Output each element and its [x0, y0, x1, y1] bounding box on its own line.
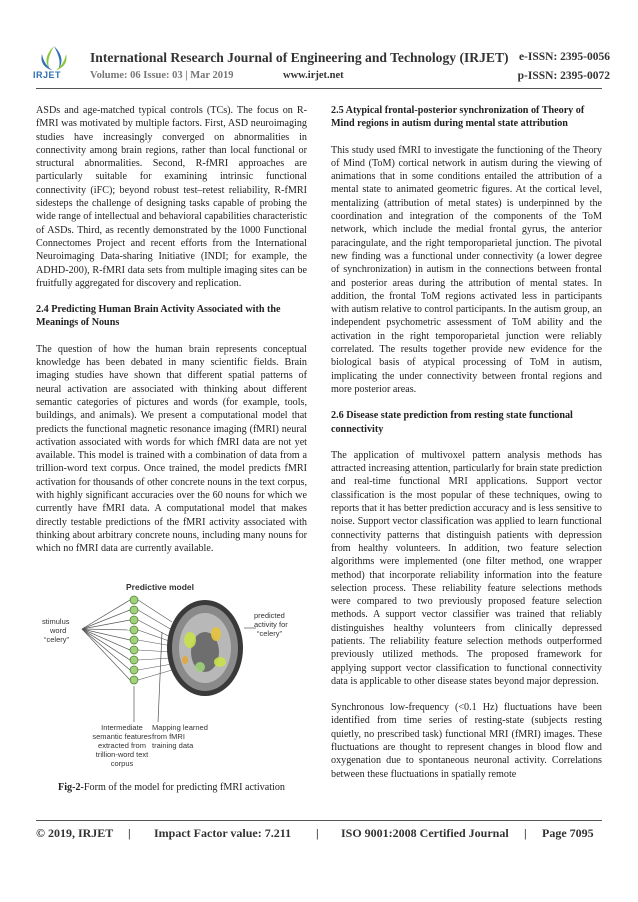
- mapping-label-1: Mapping learned: [152, 723, 208, 732]
- figure-caption: [36, 782, 307, 793]
- paragraph-low-frequency: Synchronous low-frequency (<0.1 Hz) fluctuations have been identified from time series of resting-state (subjects resting quietly, no prescribed task) functional MRI (fMRI) images. These fluctuations are thought to represent changes in blood flow and oxygenation due to spontaneous neuronal activity. Correlations between these fluctuations in spatially remote: [331, 702, 602, 780]
- intermediate-label-4: trillion-word text: [95, 750, 149, 759]
- footer-separator: |: [316, 826, 319, 840]
- stimulus-label-1: stimulus: [42, 617, 70, 626]
- journal-title: International Research Journal of Engineering and Technology (IRJET): [90, 50, 509, 65]
- page-header: [0, 0, 638, 92]
- semantic-feature-nodes: [130, 596, 138, 684]
- brain-scan-image: [167, 600, 243, 696]
- section-heading-2-6: 2.6 Disease state prediction from resting state functional connectivity: [331, 410, 573, 435]
- intermediate-label-5: corpus: [110, 759, 134, 768]
- footer-impact-factor: Impact Factor value: 7.211: [154, 826, 292, 840]
- intermediate-label-2: semantic features: [92, 732, 152, 741]
- figure-title: Predictive model: [126, 582, 195, 592]
- word-to-feature-lines: [82, 600, 130, 680]
- predicted-label-1: predicted: [254, 611, 285, 620]
- predicted-label-3: “celery”: [257, 629, 283, 638]
- header-divider: [36, 88, 602, 89]
- irjet-logo-icon: [36, 44, 72, 88]
- paragraph-predicting-activity: The question of how the human brain represents conceptual knowledge has been debated in many scientific fields. Brain imaging studies have shown that different spatial patterns of neural activation are associated with thinking about different semantic categories of pictures and words (for example, tools, buildings, and animals). We present a computational model that predicts the functional magnetic resonance imaging (fMRI) neural activation associated with words for which fMRI data are not yet available. This model is trained with a combination of data from a trillion-word text corpus. Once trained, the model predicts fMRI activation for thousands of other concrete nouns in the text corpus, with highly significant accuracies over the 60 nouns for which we currently have fMRI data. A computational model that makes directly testable predictions of the fMRI activity associated with thinking about arbitrary concrete nouns, including many nouns for which no fMRI data are currently available.: [36, 343, 307, 555]
- paragraph-disease-prediction: The application of multivoxel pattern analysis methods has attracted increasing attention, particularly for brain state prediction and real-time functional MRI applications. Support vector classification is the most popular of these techniques, owing to reports that it has better prediction accuracy and is less sensitive to noise. Support vector classification was applied to learn functional connectivity patterns that distinguish patients with depression from healthy volunteers. In addition, two feature selection algorithms were implemented (one filter method, one wrapper method) that incorporate reliability information into the feature selection process. These reliability feature selections methods were compared to two previously proposed feature selection methods. A support vector classifier was trained that reliably distinguishes healthy volunteers from clinically depressed patients. The reliability feature selection methods outperformed previously utilized methods. The proposed framework for applying support vector classification to functional connectivity data is applicable to other disease states beyond major depression.: [331, 449, 603, 687]
- eissn: e-ISSN: 2395-0056: [518, 51, 610, 63]
- figure-predictive-model: [40, 582, 302, 772]
- intermediate-label-3: extracted from: [98, 741, 146, 750]
- stimulus-label-3: “celery”: [44, 635, 70, 644]
- section-heading-2-5: 2.5 Atypical frontal-posterior synchronization of Theory of Mind regions in autism during mental state attribution: [331, 105, 585, 130]
- mapping-label-3: training data: [152, 741, 194, 750]
- predicted-label-2: activity for: [254, 620, 288, 629]
- caption-text: Form of the model for predicting fMRI activation: [83, 782, 285, 793]
- caption-label: Fig-2-: [58, 782, 84, 793]
- section-heading-2-4: 2.4 Predicting Human Brain Activity Associated with the Meanings of Nouns: [36, 304, 281, 329]
- left-column: [36, 104, 307, 569]
- footer-page-number: Page 7095: [542, 826, 594, 840]
- right-column: [331, 104, 602, 781]
- footer-copyright: © 2019, IRJET: [36, 826, 114, 840]
- pissn: p-ISSN: 2395-0072: [517, 70, 610, 82]
- intermediate-label-1: Intermediate: [101, 723, 143, 732]
- paragraph-tom-autism: This study used fMRI to investigate the functioning of the Theory of Mind (ToM) cortical network in autism during the viewing of animations that in some conditions entailed the attribution of a mental state to animated geometric figures. At the cortical level, mentalizing (attribution of metal states) is underpinned by the coordination and integration of the components of the ToM network, which include the medial frontal gyrus, the anterior paracingulate, and the right temporoparietal junction. The pivotal new finding was a functional under connectivity (a lower degree of synchronization) in autism in the connections between frontal and posterior areas during the attribution of mental states. In addition, the frontal ToM regions activated less in participants with autism relative to control participants. In the autism group, an independent psychometric assessment of ToM ability and the activation in the right temporoparietal junction were reliably correlated. The results together provide new evidence for the biological basis of atypical processing of ToM in autism, implicating the under connectivity between frontal regions and more posterior areas.: [331, 144, 602, 395]
- paragraph-rfmri: ASDs and age-matched typical controls (TCs). The focus on R-fMRI was motivated by multiple factors. First, ASD neuroimaging studies have increasingly converged on abnormalities in connectivity among brain regions, rather than local functional or structural abnormalities. Second, R-fMRI approaches are particularly suitable for examining intrinsic functional connectivity (iFC); beyond robust test–retest reliability, R-fMRI sidesteps the challenge of designing tasks capable of probing the wide range of intellectual and behavioral capabilities characteristic of ASDs. Third, as recently demonstrated by the 1000 Functional Connectomes Project and recent efforts from the International Neuroimaging Data-sharing Initiative (INDI; for example, the ADHD-200), R-fMRI data sets from multiple imaging sites can be fruitfully aggregated for discovery and replication.: [36, 105, 307, 289]
- footer-separator: |: [524, 826, 527, 840]
- logo-text: IRJET: [33, 70, 62, 80]
- footer-iso: ISO 9001:2008 Certified Journal: [341, 826, 509, 840]
- feature-to-brain-lines: [138, 600, 172, 680]
- mapping-label-2: from fMRI: [152, 732, 185, 741]
- volume-issue: Volume: 06 Issue: 03 | Mar 2019: [90, 70, 234, 81]
- stimulus-label-2: word: [50, 626, 67, 635]
- footer-separator: |: [128, 826, 131, 840]
- page-footer: [36, 826, 602, 844]
- journal-website-link[interactable]: www.irjet.net: [283, 70, 344, 81]
- footer-divider: [36, 820, 602, 821]
